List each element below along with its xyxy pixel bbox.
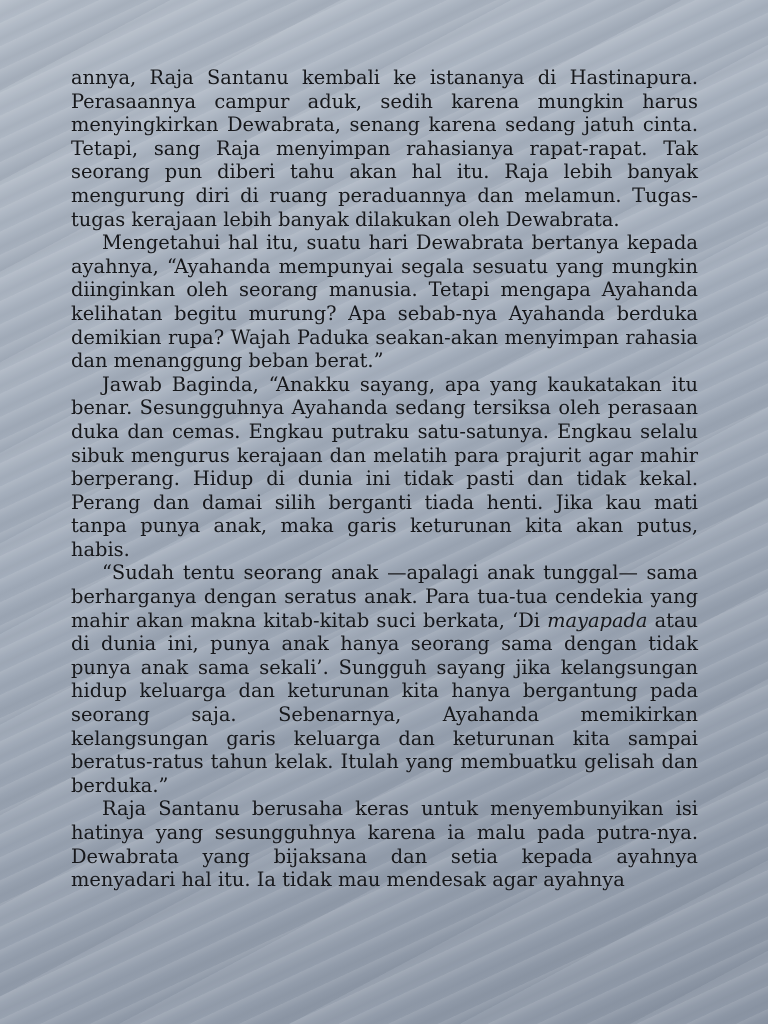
paragraph-text: “Sudah tentu seorang anak —apalagi anak tunggal— sama berharganya dengan seratus anak. Para tua-tua cendekia yang mahir akan makna kitab-kitab suci berkata, ‘Di [71, 561, 698, 632]
paragraph-text: atau di dunia ini, punya anak hanya seorang sama dengan tidak punya anak sama sekali’. Sungguh sayang jika kelangsungan hidup keluarga dan keturunan kita hanya bergantung pada seorang saja. Sebenarnya, Ayahanda memikirkan kelangsungan garis keluarga dan keturunan kita sampai beratus-ratus tahun kelak. Itulah yang membuatku gelisah dan berduka.” [71, 608, 698, 797]
paragraph-2 [71, 231, 698, 373]
paragraph-5 [71, 797, 698, 891]
paragraph-text: Raja Santanu berusaha keras untuk menyembunyikan isi hatinya yang sesungguhnya karena ia malu pada putra-nya. Dewabrata yang bijaksana dan setia kepada ayahnya menyadari hal itu. Ia tidak mau mendesak agar ayahnya [71, 797, 698, 892]
paragraph-text: annya, Raja Santanu kembali ke istananya di Hastinapura. Perasaannya campur aduk, sedih karena mungkin harus menyingkirkan Dewabrata, senang karena sedang jatuh cinta. Tetapi, sang Raja menyimpan rahasianya rapat-rapat. Tak seorang pun diberi tahu akan hal itu. Raja lebih banyak mengurung diri di ruang peraduannya dan melamun. Tugas-tugas kerajaan lebih banyak dilakukan oleh Dewabrata. [71, 66, 698, 231]
paragraph-1 [71, 66, 698, 231]
paragraph-4 [71, 561, 698, 797]
paragraph-text: Mengetahui hal itu, suatu hari Dewabrata bertanya kepada ayahnya, “Ayahanda mempunyai segala sesuatu yang mungkin diinginkan oleh seorang manusia. Tetapi mengapa Ayahanda kelihatan begitu murung? Apa sebab-nya Ayahanda berduka demikian rupa? Wajah Paduka seakan-akan menyimpan rahasia dan menanggung beban berat.” [71, 231, 698, 373]
paragraph-text: Jawab Baginda, “Anakku sayang, apa yang kaukatakan itu benar. Sesungguhnya Ayahanda sedang tersiksa oleh perasaan duka dan cemas. Engkau putraku satu-satunya. Engkau selalu sibuk mengurus kerajaan dan melatih para prajurit agar mahir berperang. Hidup di dunia ini tidak pasti dan tidak kekal. Perang dan damai silih berganti tiada henti. Jika kau mati tanpa punya anak, maka garis keturunan kita akan putus, habis. [71, 372, 698, 561]
italic-term: mayapada [547, 608, 648, 632]
paragraph-3 [71, 373, 698, 562]
document-page [71, 66, 698, 892]
